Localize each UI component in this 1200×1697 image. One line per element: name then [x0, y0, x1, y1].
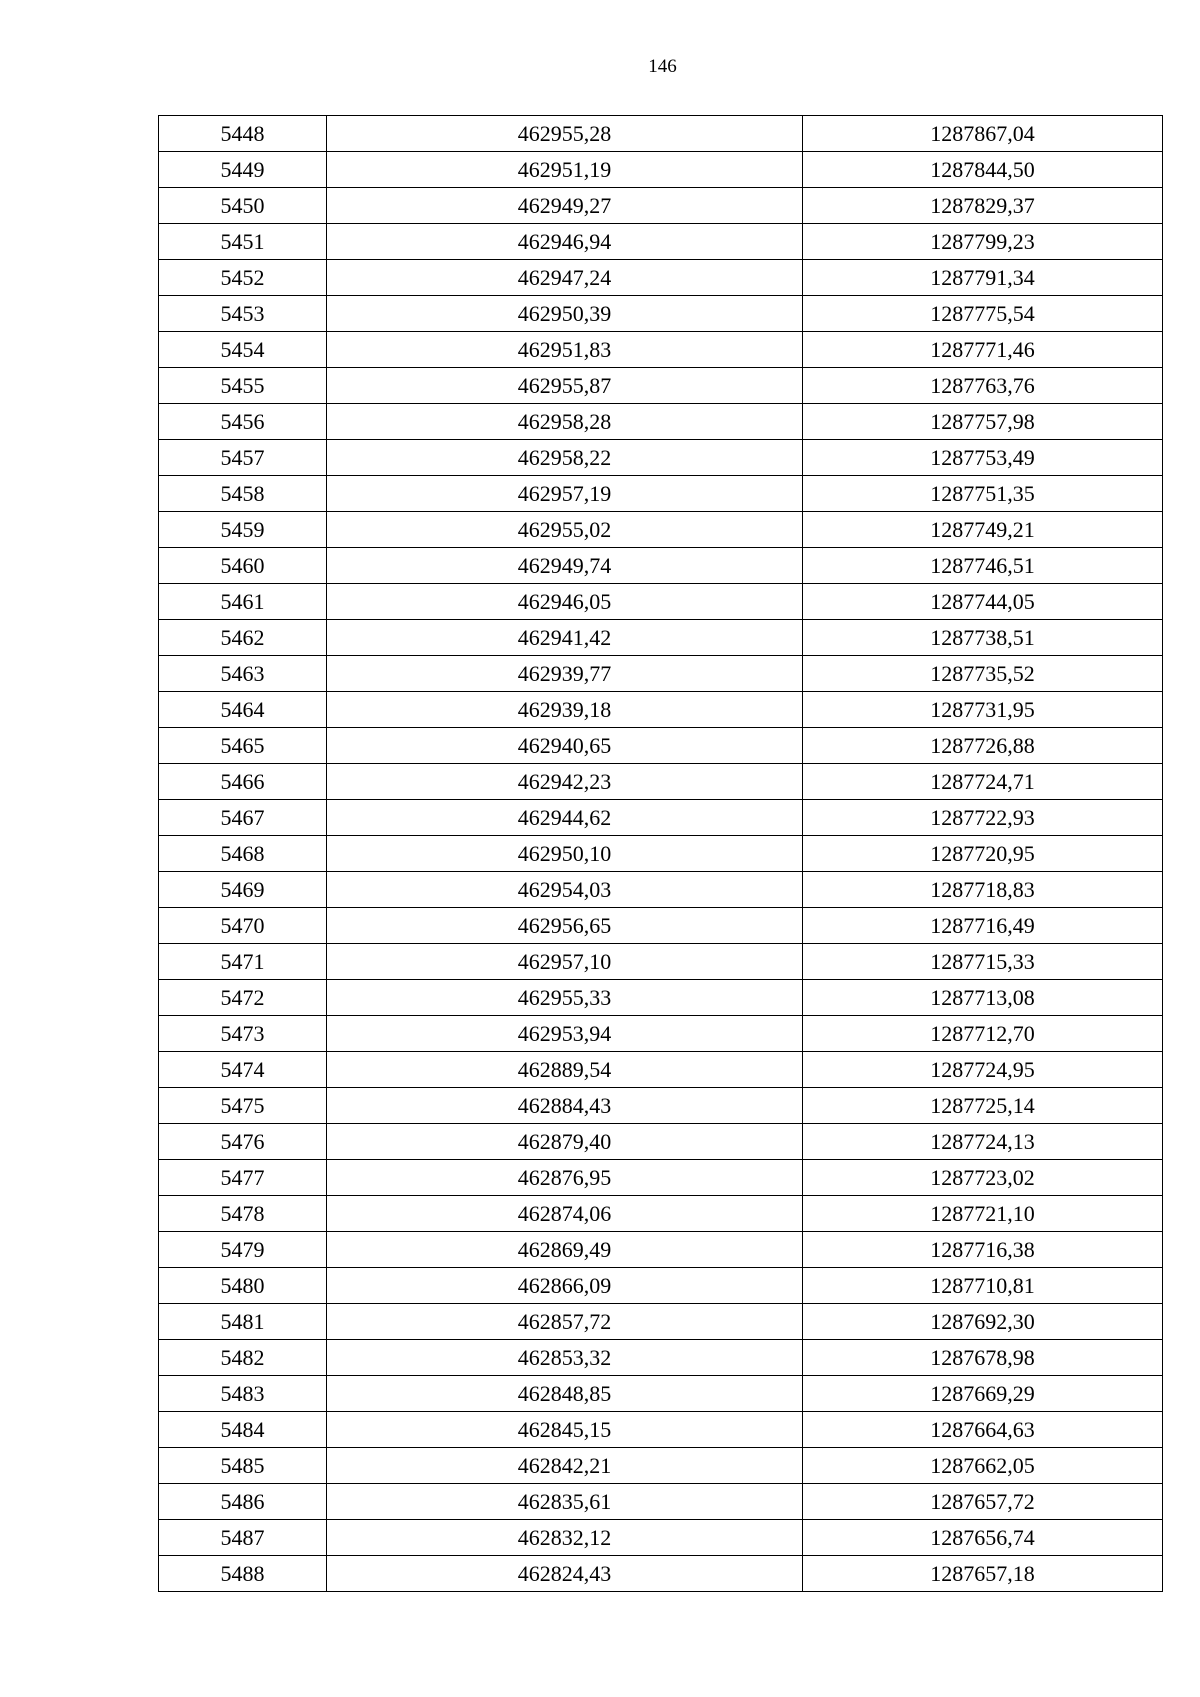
- x-coordinate-cell: 462953,94: [327, 1016, 803, 1052]
- x-coordinate-cell: 462848,85: [327, 1376, 803, 1412]
- x-coordinate-cell: 462939,77: [327, 656, 803, 692]
- table-row: [159, 764, 1163, 800]
- table-row: [159, 1484, 1163, 1520]
- y-coordinate-cell: 1287712,70: [803, 1016, 1163, 1052]
- x-coordinate-cell: 462950,39: [327, 296, 803, 332]
- x-coordinate-cell: 462951,83: [327, 332, 803, 368]
- table-row: [159, 800, 1163, 836]
- x-coordinate-cell: 462944,62: [327, 800, 803, 836]
- x-coordinate-cell: 462857,72: [327, 1304, 803, 1340]
- x-coordinate-cell: 462879,40: [327, 1124, 803, 1160]
- y-coordinate-cell: 1287744,05: [803, 584, 1163, 620]
- y-coordinate-cell: 1287713,08: [803, 980, 1163, 1016]
- point-number-cell: 5462: [159, 620, 327, 656]
- x-coordinate-cell: 462958,28: [327, 404, 803, 440]
- x-coordinate-cell: 462949,74: [327, 548, 803, 584]
- point-number-cell: 5474: [159, 1052, 327, 1088]
- y-coordinate-cell: 1287656,74: [803, 1520, 1163, 1556]
- y-coordinate-cell: 1287720,95: [803, 836, 1163, 872]
- y-coordinate-cell: 1287718,83: [803, 872, 1163, 908]
- table-row: [159, 440, 1163, 476]
- table-row: [159, 404, 1163, 440]
- y-coordinate-cell: 1287746,51: [803, 548, 1163, 584]
- coordinates-table: [158, 115, 1163, 1592]
- x-coordinate-cell: 462940,65: [327, 728, 803, 764]
- y-coordinate-cell: 1287726,88: [803, 728, 1163, 764]
- point-number-cell: 5466: [159, 764, 327, 800]
- point-number-cell: 5487: [159, 1520, 327, 1556]
- table-row: [159, 188, 1163, 224]
- x-coordinate-cell: 462884,43: [327, 1088, 803, 1124]
- table-row: [159, 1448, 1163, 1484]
- table-row: [159, 728, 1163, 764]
- table-row: [159, 1304, 1163, 1340]
- table-row: [159, 368, 1163, 404]
- x-coordinate-cell: 462951,19: [327, 152, 803, 188]
- y-coordinate-cell: 1287657,72: [803, 1484, 1163, 1520]
- table-row: [159, 836, 1163, 872]
- table-row: [159, 224, 1163, 260]
- x-coordinate-cell: 462955,28: [327, 116, 803, 152]
- y-coordinate-cell: 1287844,50: [803, 152, 1163, 188]
- x-coordinate-cell: 462889,54: [327, 1052, 803, 1088]
- x-coordinate-cell: 462845,15: [327, 1412, 803, 1448]
- point-number-cell: 5459: [159, 512, 327, 548]
- y-coordinate-cell: 1287716,49: [803, 908, 1163, 944]
- x-coordinate-cell: 462869,49: [327, 1232, 803, 1268]
- x-coordinate-cell: 462956,65: [327, 908, 803, 944]
- y-coordinate-cell: 1287738,51: [803, 620, 1163, 656]
- point-number-cell: 5484: [159, 1412, 327, 1448]
- point-number-cell: 5449: [159, 152, 327, 188]
- y-coordinate-cell: 1287724,95: [803, 1052, 1163, 1088]
- y-coordinate-cell: 1287710,81: [803, 1268, 1163, 1304]
- x-coordinate-cell: 462958,22: [327, 440, 803, 476]
- point-number-cell: 5465: [159, 728, 327, 764]
- y-coordinate-cell: 1287724,71: [803, 764, 1163, 800]
- table-row: [159, 1340, 1163, 1376]
- y-coordinate-cell: 1287723,02: [803, 1160, 1163, 1196]
- x-coordinate-cell: 462947,24: [327, 260, 803, 296]
- table-row: [159, 1052, 1163, 1088]
- point-number-cell: 5451: [159, 224, 327, 260]
- table-row: [159, 908, 1163, 944]
- x-coordinate-cell: 462955,87: [327, 368, 803, 404]
- x-coordinate-cell: 462941,42: [327, 620, 803, 656]
- point-number-cell: 5475: [159, 1088, 327, 1124]
- table-row: [159, 656, 1163, 692]
- x-coordinate-cell: 462949,27: [327, 188, 803, 224]
- point-number-cell: 5468: [159, 836, 327, 872]
- point-number-cell: 5455: [159, 368, 327, 404]
- table-row: [159, 872, 1163, 908]
- table-row: [159, 980, 1163, 1016]
- table-row: [159, 584, 1163, 620]
- x-coordinate-cell: 462874,06: [327, 1196, 803, 1232]
- x-coordinate-cell: 462957,10: [327, 944, 803, 980]
- page-number: 146: [648, 56, 677, 77]
- table-row: [159, 1376, 1163, 1412]
- point-number-cell: 5480: [159, 1268, 327, 1304]
- table-row: [159, 1412, 1163, 1448]
- point-number-cell: 5464: [159, 692, 327, 728]
- y-coordinate-cell: 1287829,37: [803, 188, 1163, 224]
- table-row: [159, 332, 1163, 368]
- table-row: [159, 152, 1163, 188]
- table-row: [159, 944, 1163, 980]
- coordinates-table-body: [159, 116, 1163, 1592]
- x-coordinate-cell: 462939,18: [327, 692, 803, 728]
- table-row: [159, 1124, 1163, 1160]
- y-coordinate-cell: 1287716,38: [803, 1232, 1163, 1268]
- y-coordinate-cell: 1287749,21: [803, 512, 1163, 548]
- table-row: [159, 1556, 1163, 1592]
- y-coordinate-cell: 1287867,04: [803, 116, 1163, 152]
- table-row: [159, 1520, 1163, 1556]
- y-coordinate-cell: 1287724,13: [803, 1124, 1163, 1160]
- y-coordinate-cell: 1287678,98: [803, 1340, 1163, 1376]
- point-number-cell: 5461: [159, 584, 327, 620]
- x-coordinate-cell: 462957,19: [327, 476, 803, 512]
- point-number-cell: 5483: [159, 1376, 327, 1412]
- y-coordinate-cell: 1287791,34: [803, 260, 1163, 296]
- point-number-cell: 5463: [159, 656, 327, 692]
- point-number-cell: 5486: [159, 1484, 327, 1520]
- point-number-cell: 5471: [159, 944, 327, 980]
- table-row: [159, 1196, 1163, 1232]
- x-coordinate-cell: 462955,33: [327, 980, 803, 1016]
- y-coordinate-cell: 1287664,63: [803, 1412, 1163, 1448]
- table-row: [159, 1268, 1163, 1304]
- x-coordinate-cell: 462955,02: [327, 512, 803, 548]
- point-number-cell: 5470: [159, 908, 327, 944]
- point-number-cell: 5479: [159, 1232, 327, 1268]
- y-coordinate-cell: 1287692,30: [803, 1304, 1163, 1340]
- x-coordinate-cell: 462835,61: [327, 1484, 803, 1520]
- point-number-cell: 5478: [159, 1196, 327, 1232]
- point-number-cell: 5458: [159, 476, 327, 512]
- table-row: [159, 1016, 1163, 1052]
- point-number-cell: 5457: [159, 440, 327, 476]
- y-coordinate-cell: 1287735,52: [803, 656, 1163, 692]
- y-coordinate-cell: 1287799,23: [803, 224, 1163, 260]
- table-row: [159, 692, 1163, 728]
- y-coordinate-cell: 1287731,95: [803, 692, 1163, 728]
- x-coordinate-cell: 462946,94: [327, 224, 803, 260]
- point-number-cell: 5454: [159, 332, 327, 368]
- table-row: [159, 1160, 1163, 1196]
- table-row: [159, 1088, 1163, 1124]
- y-coordinate-cell: 1287725,14: [803, 1088, 1163, 1124]
- table-row: [159, 260, 1163, 296]
- point-number-cell: 5481: [159, 1304, 327, 1340]
- point-number-cell: 5452: [159, 260, 327, 296]
- point-number-cell: 5473: [159, 1016, 327, 1052]
- table-row: [159, 476, 1163, 512]
- y-coordinate-cell: 1287662,05: [803, 1448, 1163, 1484]
- y-coordinate-cell: 1287771,46: [803, 332, 1163, 368]
- table-row: [159, 1232, 1163, 1268]
- point-number-cell: 5460: [159, 548, 327, 584]
- x-coordinate-cell: 462876,95: [327, 1160, 803, 1196]
- point-number-cell: 5476: [159, 1124, 327, 1160]
- table-row: [159, 116, 1163, 152]
- point-number-cell: 5456: [159, 404, 327, 440]
- y-coordinate-cell: 1287715,33: [803, 944, 1163, 980]
- point-number-cell: 5488: [159, 1556, 327, 1592]
- x-coordinate-cell: 462842,21: [327, 1448, 803, 1484]
- table-row: [159, 548, 1163, 584]
- y-coordinate-cell: 1287669,29: [803, 1376, 1163, 1412]
- point-number-cell: 5467: [159, 800, 327, 836]
- y-coordinate-cell: 1287775,54: [803, 296, 1163, 332]
- x-coordinate-cell: 462954,03: [327, 872, 803, 908]
- x-coordinate-cell: 462866,09: [327, 1268, 803, 1304]
- y-coordinate-cell: 1287721,10: [803, 1196, 1163, 1232]
- x-coordinate-cell: 462950,10: [327, 836, 803, 872]
- point-number-cell: 5485: [159, 1448, 327, 1484]
- point-number-cell: 5482: [159, 1340, 327, 1376]
- x-coordinate-cell: 462946,05: [327, 584, 803, 620]
- y-coordinate-cell: 1287722,93: [803, 800, 1163, 836]
- x-coordinate-cell: 462824,43: [327, 1556, 803, 1592]
- y-coordinate-cell: 1287757,98: [803, 404, 1163, 440]
- y-coordinate-cell: 1287753,49: [803, 440, 1163, 476]
- point-number-cell: 5453: [159, 296, 327, 332]
- point-number-cell: 5469: [159, 872, 327, 908]
- y-coordinate-cell: 1287657,18: [803, 1556, 1163, 1592]
- table-row: [159, 512, 1163, 548]
- x-coordinate-cell: 462853,32: [327, 1340, 803, 1376]
- table-row: [159, 296, 1163, 332]
- table-row: [159, 620, 1163, 656]
- y-coordinate-cell: 1287751,35: [803, 476, 1163, 512]
- x-coordinate-cell: 462942,23: [327, 764, 803, 800]
- point-number-cell: 5450: [159, 188, 327, 224]
- point-number-cell: 5477: [159, 1160, 327, 1196]
- point-number-cell: 5472: [159, 980, 327, 1016]
- x-coordinate-cell: 462832,12: [327, 1520, 803, 1556]
- y-coordinate-cell: 1287763,76: [803, 368, 1163, 404]
- point-number-cell: 5448: [159, 116, 327, 152]
